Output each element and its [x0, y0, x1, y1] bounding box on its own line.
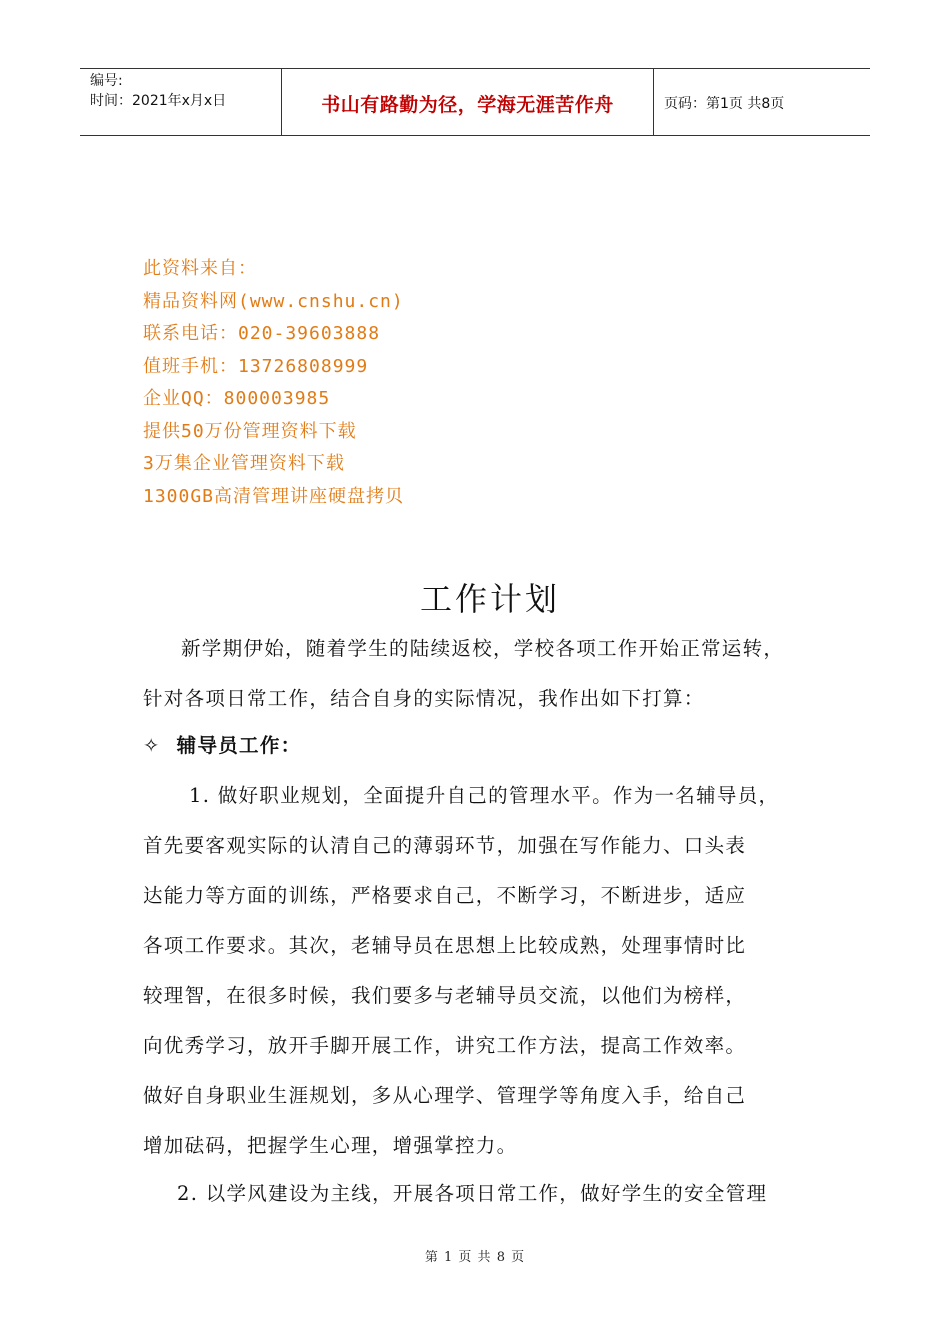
paragraph-line: 较理智，在很多时候，我们要多与老辅导员交流，以他们为榜样， [143, 984, 747, 1007]
paragraph-line: 达能力等方面的训练，严格要求自己，不断学习，不断进步，适应 [143, 884, 747, 907]
document-header [80, 68, 870, 136]
header-meta-cell [80, 69, 282, 135]
item-2-paragraph [143, 1169, 833, 1219]
source-info-block [143, 253, 404, 513]
paragraph-line: 各项工作要求。其次，老辅导员在思想上比较成熟，处理事情时比 [143, 934, 747, 957]
header-motto: 书山有路勤为径，学海无涯苦作舟 [282, 69, 654, 135]
diamond-bullet-icon: ✧ [143, 734, 161, 757]
paragraph-line: 针对各项日常工作，结合自身的实际情况，我作出如下打算： [143, 687, 705, 710]
section-heading [143, 721, 301, 771]
source-line: 此资料来自： [143, 258, 257, 279]
source-line: 值班手机：13726808999 [143, 355, 369, 377]
source-line: 3万集企业管理资料下载 [143, 453, 345, 474]
source-line: 企业QQ：800003985 [143, 388, 331, 409]
date-label: 时间：2021年x月x日 [90, 93, 227, 109]
source-line: 1300GB高清管理讲座硬盘拷贝 [143, 485, 405, 507]
paragraph-line: 新学期伊始，随着学生的陆续返校，学校各项工作开始正常运转， [181, 637, 785, 660]
paragraph-line: 向优秀学习，放开手脚开展工作，讲究工作方法，提高工作效率。 [143, 1034, 747, 1057]
paragraph-line: 增加砝码，把握学生心理，增强掌控力。 [143, 1134, 518, 1157]
section-title: 辅导员工作： [176, 734, 302, 757]
intro-paragraph [143, 624, 833, 724]
source-line: 联系电话：020-39603888 [143, 323, 381, 344]
paragraph-line: 首先要客观实际的认清自己的薄弱环节，加强在写作能力、口头表 [143, 834, 747, 857]
source-line: 提供50万份管理资料下载 [143, 420, 357, 442]
item-1-paragraph [143, 771, 833, 1171]
header-page-info: 页码：第1页 共8页 [664, 96, 785, 112]
paragraph-line: 1. 做好职业规划，全面提升自己的管理水平。作为一名辅导员， [189, 784, 780, 807]
paragraph-line: 2. 以学风建设为主线，开展各项日常工作，做好学生的安全管理 [177, 1182, 768, 1205]
document-title: 工作计划 [419, 580, 560, 618]
source-line: 精品资料网(www.cnshu.cn) [143, 290, 404, 312]
paragraph-line: 做好自身职业生涯规划，多从心理学、管理学等角度入手，给自己 [143, 1084, 747, 1107]
page-footer: 第 1 页 共 8 页 [424, 1250, 526, 1265]
number-label: 编号: [90, 73, 123, 89]
